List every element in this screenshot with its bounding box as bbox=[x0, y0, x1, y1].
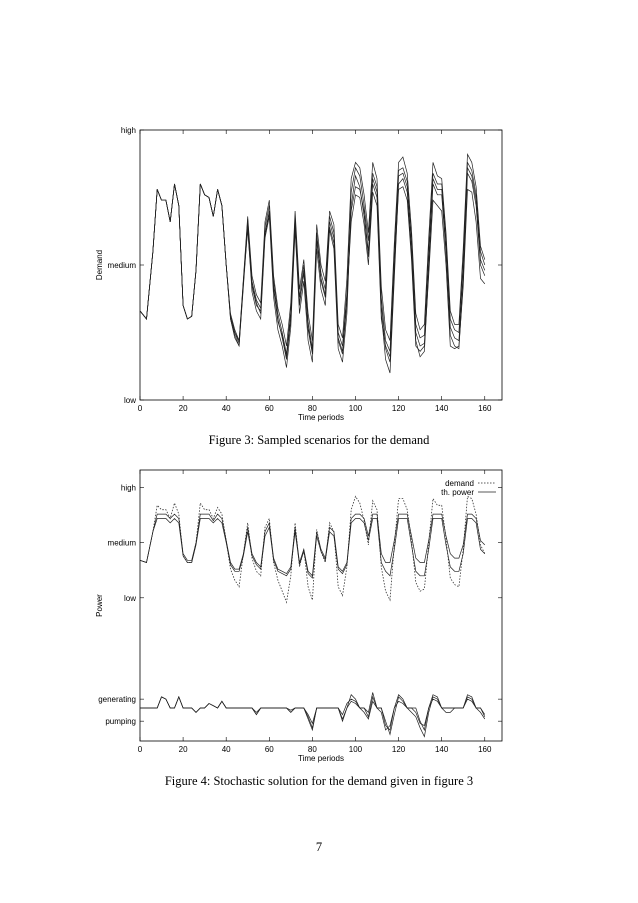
fig4-y-tick-label: pumping bbox=[105, 717, 136, 727]
fig4-plot-frame bbox=[140, 470, 502, 741]
fig3-x-tick-label: 100 bbox=[348, 404, 363, 413]
page-number: 7 bbox=[315, 840, 323, 854]
fig4-x-tick-label: 100 bbox=[348, 745, 363, 754]
fig3-series-line-4 bbox=[140, 184, 485, 357]
fig3-y-axis-label: Demand bbox=[95, 249, 104, 281]
fig4-x-tick-label: 140 bbox=[434, 745, 449, 754]
fig3-series-line-0 bbox=[140, 162, 485, 354]
fig4-x-tick-label: 0 bbox=[137, 745, 143, 754]
fig4-y-tick-label: low bbox=[123, 593, 136, 603]
fig3-x-tick-label: 80 bbox=[307, 404, 317, 413]
figure-3-caption: Figure 3: Sampled scenarios for the demand bbox=[208, 433, 430, 447]
fig4-x-tick-label: 160 bbox=[478, 745, 492, 754]
fig4-y-axis-label: Power bbox=[95, 594, 104, 617]
fig4-x-tick-label: 60 bbox=[264, 745, 274, 754]
fig4-series-line-3 bbox=[140, 693, 485, 731]
fig3-x-tick-label: 20 bbox=[178, 404, 188, 413]
fig4-legend-label: demand bbox=[445, 479, 474, 488]
fig4-legend-label: th. power bbox=[441, 488, 474, 497]
fig3-x-tick-label: 40 bbox=[221, 404, 231, 413]
fig4-x-tick-label: 40 bbox=[221, 745, 231, 754]
fig3-x-tick-label: 0 bbox=[137, 404, 143, 413]
fig4-x-tick-label: 80 bbox=[307, 745, 317, 754]
fig3-x-axis-label: Time periods bbox=[298, 413, 344, 422]
figure-4-caption: Figure 4: Stochastic solution for the demand given in figure 3 bbox=[164, 774, 474, 788]
fig4-series-line-1 bbox=[140, 514, 485, 576]
fig4-x-tick-label: 120 bbox=[391, 745, 406, 754]
fig3-y-tick-label: medium bbox=[107, 261, 136, 270]
fig4-series-line-0 bbox=[140, 496, 485, 602]
fig4-y-tick-label: generating bbox=[98, 695, 136, 705]
fig3-x-tick-label: 140 bbox=[434, 404, 449, 413]
fig4-series-line-2 bbox=[140, 519, 485, 579]
fig3-y-tick-label: high bbox=[120, 126, 136, 135]
fig3-y-tick-label: low bbox=[123, 396, 136, 405]
fig4-y-tick-label: high bbox=[120, 483, 136, 493]
fig3-x-tick-label: 120 bbox=[391, 404, 406, 413]
fig3-x-tick-label: 160 bbox=[478, 404, 492, 413]
fig3-x-tick-label: 60 bbox=[264, 404, 274, 413]
fig4-x-axis-label: Time periods bbox=[298, 754, 344, 763]
fig4-y-tick-label: medium bbox=[107, 538, 136, 548]
fig4-x-tick-label: 20 bbox=[178, 745, 188, 754]
fig4-series-line-5 bbox=[140, 697, 485, 730]
